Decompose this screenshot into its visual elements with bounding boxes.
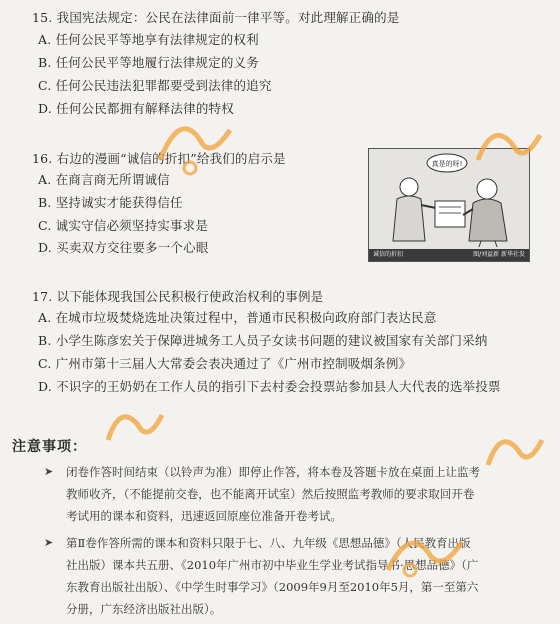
question-17-option-c: C. 广州市第十三届人大常委会表决通过了《广州市控制吸烟条例》 (38, 356, 412, 371)
bullet-arrow-icon: ➤ (44, 536, 54, 549)
note-line-7: 分册，广东经济出版社出版）。 (66, 602, 222, 616)
cartoon-caption (369, 249, 529, 261)
note-line-1: 闭卷作答时间结束（以铃声为准）即停止作答，将本卷及答题卡放在桌面上让监考 (66, 465, 480, 479)
cartoon-caption-credit: 图/刘益新 新华社发 (473, 251, 525, 258)
cartoon-caption-title: 诚信的折扣 (373, 251, 404, 258)
question-16-option-a: A. 在商言商无所谓诚信 (38, 172, 170, 187)
notes-title: 注意事项： (12, 439, 87, 455)
watermark-logo-icon (150, 100, 240, 180)
question-15-stem: 15. 我国宪法规定：公民在法律面前一律平等。对此理解正确的是 (32, 10, 400, 25)
question-15-option-a: A. 任何公民平等地享有法律规定的权利 (38, 32, 259, 47)
bullet-arrow-icon: ➤ (44, 465, 54, 478)
question-16-option-b: B. 坚持诚实才能获得信任 (38, 195, 183, 210)
question-16-option-d: D. 买卖双方交往要多一个心眼 (38, 240, 209, 255)
watermark-logo-icon (480, 420, 550, 480)
note-line-3: 考试用的课本和资料，迅速返回原座位准备开卷考试。 (66, 509, 342, 523)
watermark-logo-icon (468, 110, 548, 180)
watermark-logo-icon (100, 395, 170, 455)
watermark-logo-icon (380, 520, 470, 580)
question-16-option-c: C. 诚实守信必须坚持实事求是 (38, 218, 209, 233)
question-17-option-a: A. 在城市垃圾焚烧选址决策过程中，普通市民积极向政府部门表达民意 (38, 310, 437, 325)
question-17-stem: 17. 以下能体现我国公民积极行使政治权利的事例是 (32, 289, 324, 304)
note-line-2: 教师收齐，（不能提前交卷，也不能离开试室）然后按照监考教师的要求取回开卷 (66, 487, 475, 501)
question-17-option-b: B. 小学生陈彦宏关于保障进城务工人员子女读书问题的建议被国家有关部门采纳 (38, 333, 488, 348)
cartoon-bubble-text: 真是的呀! (431, 160, 463, 168)
note-line-4: 第Ⅱ卷作答所需的课本和资料只限于七、八、九年级《思想品德》（人民教育出版 (66, 536, 471, 550)
question-15-option-c: C. 任何公民违法犯罪都要受到法律的追究 (38, 78, 272, 93)
note-line-6: 东教育出版社出版）、《中学生时事学习》（2009年9月至2010年5月，第一至第六 (66, 580, 479, 594)
question-16-stem: 16. 右边的漫画“诚信的折扣”给我们的启示是 (32, 151, 286, 166)
question-15-option-b: B. 任何公民平等地履行法律规定的义务 (38, 55, 259, 70)
question-15-option-d: D. 任何公民都拥有解释法律的特权 (38, 101, 234, 116)
note-line-5: 社出版）课本共五册、《2010年广州市初中毕业生学业考试指导书·思想品德》（广 (66, 558, 479, 572)
question-17-option-d: D. 不识字的王奶奶在工作人员的指引下去村委会投票站参加县人大代表的选举投票 (38, 379, 501, 394)
